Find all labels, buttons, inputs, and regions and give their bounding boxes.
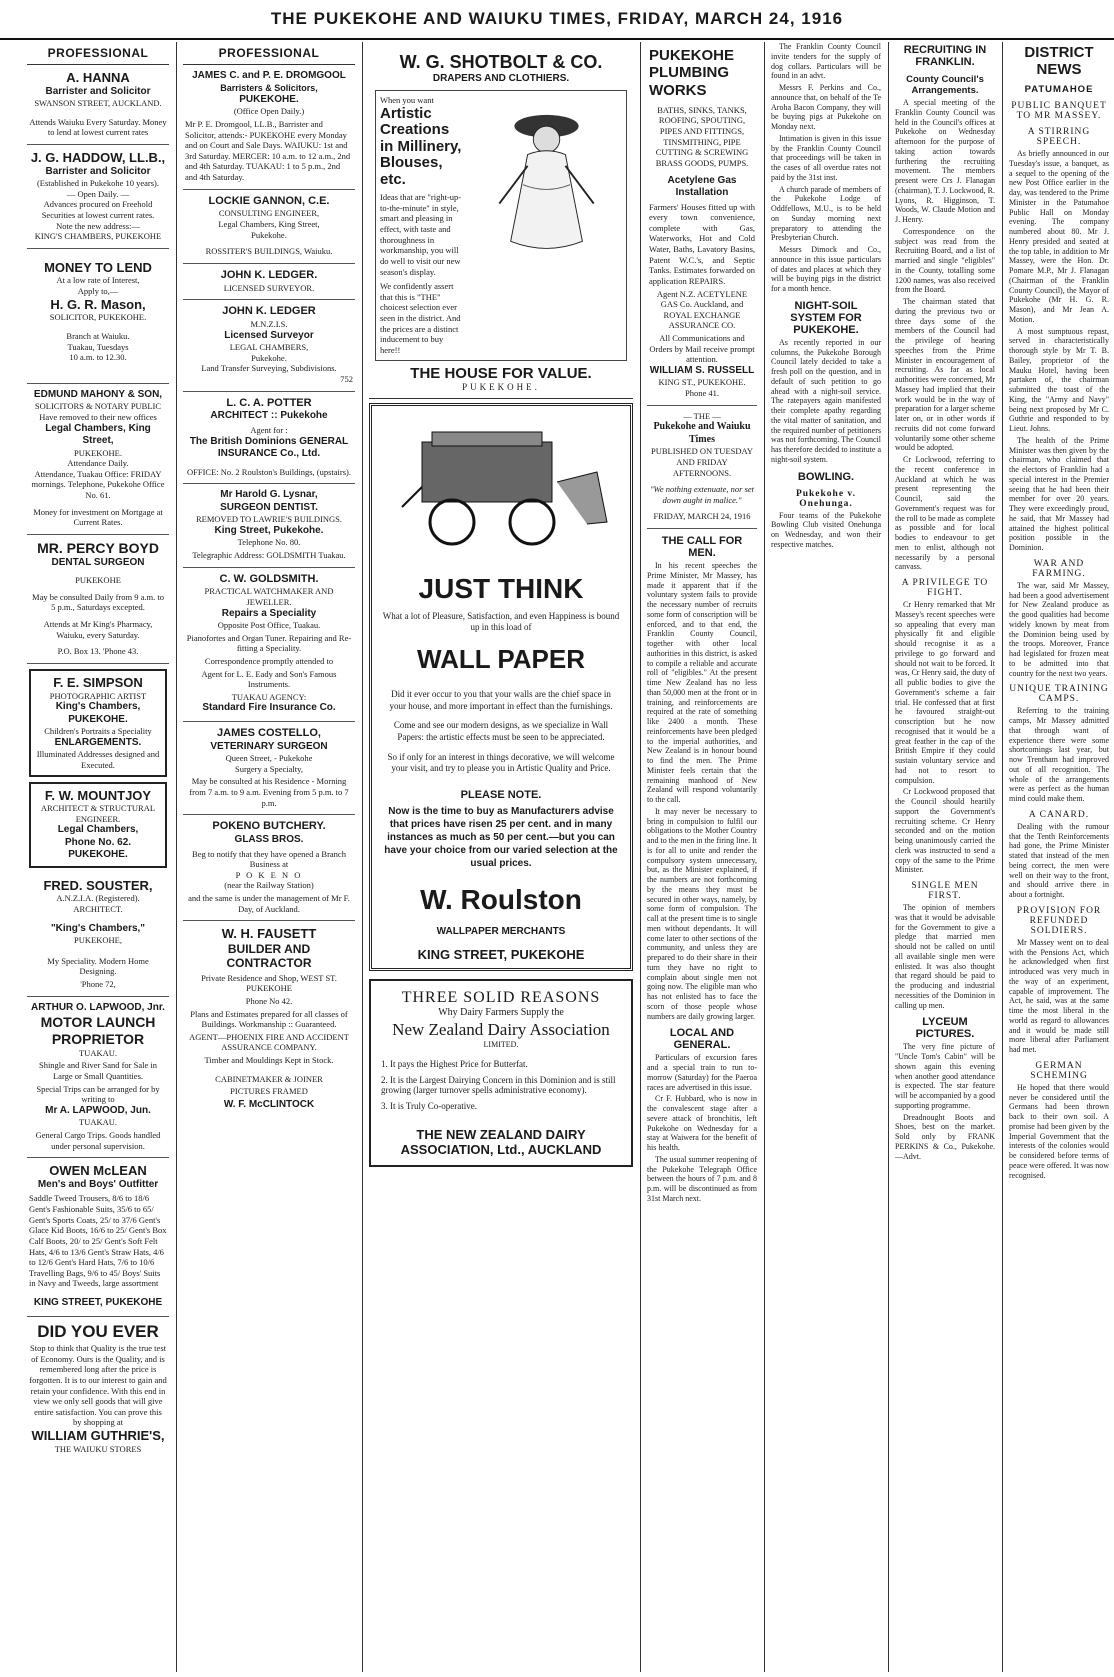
ad-guthrie <box>27 1317 169 1461</box>
ad-text: 752 <box>340 374 353 384</box>
ad-name: F. W. MOUNTJOY <box>44 787 152 803</box>
ad-text: All Communications and Orders by Mail receive prompt attention. <box>649 333 755 365</box>
ad-name: New Zealand Dairy Association <box>392 1020 610 1039</box>
ad-name: J. G. HADDOW, LL.B., <box>30 149 166 165</box>
column-display-ads <box>364 42 638 1672</box>
masthead <box>0 0 1114 40</box>
column-news-1 <box>642 42 762 1672</box>
ad-address: Legal Chambers, <box>57 824 139 836</box>
article-subheadline: UNIQUE TRAINING CAMPS. <box>1009 684 1109 705</box>
newspaper-title: THE PUKEKOHE AND WAIUKU TIMES, FRIDAY, MARCH 24, 1916 <box>270 9 844 28</box>
column-professional-1 <box>22 42 174 1672</box>
ad-name: W. H. FAUSETT <box>221 926 317 942</box>
ad-name: W. Roulston <box>420 884 582 915</box>
ad-text: Mr A. LAPWOOD, Jun. <box>45 1104 151 1116</box>
ad-potter <box>183 392 355 485</box>
article-paragraph: Cr Lockwood, referring to the recent conference in Auckland at which he was present representing the Council, said the Government's request was for the roll to be made as complete as possible and for local bodies to endeavour to get men to enlist, although not necessarily by a personal canvass. <box>895 455 995 572</box>
article-paragraph: The chairman stated that during the previous two or three days some of the members of the Council had the privilege of hearing speeches from the Prime Minister in encouragement of recruiting. As far as local authorities were concerned, Mr Massey had implied that their work would be in the way of preparation for a larger scheme later on, or in other words if recruits did not come forward voluntarily some other scheme would be adopted. <box>895 297 995 453</box>
ad-address: LEGAL CHAMBERS, <box>229 342 309 353</box>
ad-boyd <box>27 535 169 664</box>
article-subheadline: County Council's Arrangements. <box>906 74 984 96</box>
ad-gannon <box>183 190 355 264</box>
ad-text: AGENT—PHOENIX FIRE AND ACCIDENT ASSURANCE COMPANY. <box>189 1031 349 1053</box>
ad-text: Pukekohe. <box>251 229 287 240</box>
article-paragraph: A special meeting of the Franklin County Council was held in the Council's offices at Pukekohe on Wednesday afternoon for the purpose of taking action towards furthering the recruiting movement. The members present were Crs J. Flanagan (chairman), T. J. Lockwood, R. Lyons, R. Higginson, T. Woods, W. Claude Motion and J. Henry. <box>895 98 995 224</box>
ad-text: PICTURES FRAMED <box>230 1086 308 1097</box>
ad-text: REMOVED TO LAWRIE'S BUILDINGS. <box>196 514 342 525</box>
article-paragraph: The opinion of members was that it would be advisable for the Government to give a pledge that married men should not be called on until all available single men were enlisted. It was also thought that regard should be paid to the producing and industrial necessities of the Dominion in calling up men. <box>895 903 995 1010</box>
ad-name: L. C. A. POTTER <box>226 396 312 409</box>
ad-text: Apply to,— <box>77 286 119 297</box>
ad-name: ARTHUR O. LAPWOOD, Jnr. <box>31 1001 165 1013</box>
ad-headline: MONEY TO LEND <box>44 259 152 275</box>
ad-text: Children's Portraits a Speciality <box>44 726 152 737</box>
ad-price-list: Saddle Tweed Trousers, 8/6 to 18/6 Gent's Fashionable Suits, 35/6 to 65/ Gent's Sports Coats, 25/ to 37/6 Gent's Glace Kid Boots, 16/6 to 25/ Gent's Box Calf Boots, 20/ to 25/ Gent's Soft Felt Hats, 4/6 to 13/6 Gent's Straw Hats, 4/6 to 12/6 Gent's Hard Hats, 7/6 to 10/6 Travelling Bags, 9/6 to 45/ Boys' Suits in Navy and Tweeds, large assortment <box>29 1193 167 1289</box>
section-header: PROFESSIONAL <box>183 42 355 65</box>
ad-text: — Open Daily. — <box>66 188 130 199</box>
ad-text: Shingle and River Sand for Sale in Large or Small Quantities. <box>38 1060 158 1082</box>
ad-text: — THE — <box>683 410 721 421</box>
ad-ledger-2 <box>183 300 355 391</box>
ad-name: F. E. SIMPSON <box>53 674 143 690</box>
article-lyceum <box>895 1016 995 1161</box>
ad-role: SOLICITORS & NOTARY PUBLIC <box>34 401 162 412</box>
article-bowling <box>771 471 881 550</box>
article-paragraph: Cr Lockwood proposed that the Council should heartily support the Government's recruiting scheme. Cr Henry seconded and on the motion being unanimously carried the clerk was instructed to send a copy of the same to the Prime Minister. <box>895 787 995 875</box>
article-paragraph: A church parade of members of the Pukekohe Lodge of Oddfellows, M.U., is to be held on Sunday morning next preparatory to attending the Presbyterian Church. <box>771 184 881 243</box>
ad-shotbolt <box>369 46 633 399</box>
article-subheadline: WAR AND FARMING. <box>1032 558 1086 579</box>
ad-name: FRED. SOUSTER, <box>43 877 153 893</box>
ad-mountjoy <box>29 782 167 868</box>
ad-text: Phone 41. <box>685 388 719 398</box>
ad-text: Pukekohe. <box>251 352 287 363</box>
article-paragraph: He hoped that there would never be considered until the Germans had been thrown back to their own soil. A promise had been given by the Imperial Government that the interests of the colonies would be considered before terms of peace were offered. It was now recognised. <box>1009 1082 1109 1180</box>
column-rule <box>362 42 363 1672</box>
article-night-soil <box>771 300 881 465</box>
ad-note: Attends Waiuku Every Saturday. Money to lend at lowest current rates <box>29 116 167 138</box>
ad-role: BUILDER AND CONTRACTOR <box>226 941 312 971</box>
ad-role: PHOTOGRAPHIC ARTIST <box>49 690 147 701</box>
ad-text: Attendance, Tuakau Office: FRIDAY mornings. Telephone, Pukekohe Office No. 61. <box>31 468 165 500</box>
ad-address: THE NEW ZEALAND DAIRY ASSOCIATION, Ltd., AUCKLAND <box>400 1127 602 1157</box>
article-paragraph: Dreadnought Boots and Shoes, best on the market. Sold only by FRANK PERKINS & Co., Pukekohe.—Advt. <box>895 1112 995 1161</box>
article-call-for-men <box>647 535 757 1021</box>
ad-souster <box>27 873 169 997</box>
article-paragraph: As briefly announced in our Tuesday's issue, a banquet, as a sequel to the opening of the new Post Office earlier in the day, was tendered to the Prime Minister in the Patumahoe Public Hall on Monday evening. The company numbered about 80. Mr J. Henry presided and seated at the top table, in addition to Mr Massey, were the Hon. Dr. Pomare M.P., Mr J. Flanagan (Chairman of the Franklin County Council), the Mayor of Pukekohe (Mr H. G. R. Mason), and Mr Jean A. Motion. <box>1009 149 1109 324</box>
ad-name: JAMES COSTELLO, <box>217 726 321 739</box>
ad-text: P O K E N O <box>235 869 303 880</box>
article-privilege <box>895 578 995 875</box>
ad-headline: PLEASE NOTE. <box>460 789 542 801</box>
ad-text: (near the Railway Station) <box>224 880 314 891</box>
ad-text: Why Dairy Farmers Supply the <box>438 1007 564 1018</box>
article-subheadline: A PRIVILEGE TO FIGHT. <box>901 578 989 598</box>
ad-role: PRACTICAL WATCHMAKER AND JEWELLER. <box>204 586 334 607</box>
ad-text: Attendance Daily. <box>67 458 129 469</box>
ad-name: WILLIAM GUTHRIE'S, <box>31 1428 165 1444</box>
ad-text: Farmers' Houses fitted up with every town convenience, complete with Gas, Waterworks, Hot and Cold Water, Baths, Lavatory Basins, Patent W.C.'s, and Septic Tanks. Estimates forwarded on application REPAIRS. <box>649 201 755 286</box>
ad-address: Legal Chambers, King Street, <box>45 422 151 446</box>
article-paragraph: Referring to the training camps, Mr Massey admitted that through want of experience there were some shortcomings last year, but now Trentham had improved out of all recognition. The whole of the arrangements were as perfect as the human mind could make them. <box>1009 706 1109 803</box>
article-headline: LOCAL AND GENERAL. <box>669 1027 735 1052</box>
ad-text: CABINETMAKER & JOINER <box>215 1073 323 1084</box>
ad-text: Attends at Mr King's Pharmacy, Waiuku, every Saturday. <box>43 619 153 640</box>
ad-haddow <box>27 145 169 249</box>
article-subheadline: PUBLIC BANQUET TO MR MASSEY. <box>1011 101 1107 121</box>
section-header: PROFESSIONAL <box>27 42 169 65</box>
section-header: DISTRICT NEWS <box>1024 44 1094 78</box>
ad-text: Note the new address:— <box>56 220 140 231</box>
ad-text: We confidently assert that this is "THE" choicest selection ever seen in the district. And the prices are a distinct inducement to buy here!! <box>380 281 461 355</box>
ad-dromgool <box>183 65 355 190</box>
ad-address: Queen Street, - Pukekohe <box>225 753 313 764</box>
article-subheadline: PROVISION FOR REFUNDED SOLDIERS. <box>1016 905 1102 936</box>
ad-text: Did it ever occur to you that your walls are the chief space in your house, and more important in effect than the furnishings. <box>389 688 613 711</box>
ad-headline: Artistic Creations in Millinery, Blouses, etc. <box>380 104 462 188</box>
ad-role: Men's and Boys' Outfitter <box>37 1178 159 1190</box>
ad-text: PUKEKOHE. <box>74 447 122 458</box>
ad-text: Plans and Estimates prepared for all classes of Buildings. Workmanship :: Guaranteed. <box>190 1008 348 1030</box>
ad-role: Barrister and Solicitor <box>45 165 151 177</box>
column-news-2 <box>766 42 886 1672</box>
ad-text: 3. It is Truly Co-operative. <box>381 1101 477 1111</box>
ad-text: THE WAIUKU STORES <box>54 1443 142 1454</box>
column-professional-2 <box>178 42 360 1672</box>
ad-name: A. HANNA <box>66 70 130 85</box>
ad-role: Barrister and Solicitor <box>45 85 151 97</box>
article-subheadline: PATUMAHOE <box>1024 84 1094 95</box>
ad-text: May be consulted Daily from 9 a.m. to 5 p.m., Saturdays excepted. <box>32 591 164 613</box>
column-rule <box>1002 42 1003 1672</box>
ad-goldsmith <box>183 568 355 722</box>
ad-text: P.O. Box 13. 'Phone 43. <box>57 646 139 657</box>
ad-text: Phone No. 62. PUKEKOHE. <box>64 836 132 861</box>
ad-text: W. F. McCLINTOCK <box>223 1098 315 1110</box>
ad-text: My Speciality. Modern Home Designing. <box>47 955 149 977</box>
ad-role: DENTAL SURGEON <box>51 556 145 568</box>
ad-text: Have removed to their new offices <box>39 411 157 422</box>
article-headline: RECRUITING IN FRANKLIN. <box>903 44 987 68</box>
ad-address: "King's Chambers," <box>50 922 146 934</box>
article-subheadline: A STIRRING SPEECH. <box>1027 127 1091 147</box>
paper-editorial-header <box>647 406 757 529</box>
article-paragraph: The very fine picture of "Uncle Tom's Cabin" will be shown again this evening when another good attendance is expected. The star feature will be accompanied by a good supporting programme. <box>895 1042 995 1110</box>
article-paragraph: Mr Massey went on to deal with the Pensions Act, which he acknowledged when first introduced was very much in the way of an experiment, capable of improvement. The Act, he said, was at the same time the most liberal in the world as regard to allowances and it would be made still more liberal after Parliament had met. <box>1009 937 1109 1054</box>
ad-simpson <box>29 669 167 777</box>
article-subheadline: SINGLE MEN FIRST. <box>911 881 979 901</box>
ad-text: When you want <box>380 95 434 105</box>
ad-text: The British Dominions GENERAL INSURANCE Co., Ltd. <box>189 435 349 459</box>
ad-name: JOHN K. LEDGER. <box>220 268 318 281</box>
ad-name: PUKEKOHE PLUMBING WORKS <box>649 47 735 99</box>
ad-lysnar <box>183 484 355 567</box>
ad-address: KING'S CHAMBERS, PUKEKOHE <box>34 231 162 242</box>
ad-headline: THE HOUSE FOR VALUE. <box>410 364 592 382</box>
article-paragraph: Messrs Dimock and Co., announce in this issue particulars of dates and places at which they will be buying pigs in the district for a month hence. <box>771 245 881 293</box>
ad-text: 2. It is the Largest Dairying Concern in this Dominion and is still growing (larger turnover spells administrative economy). <box>381 1075 616 1095</box>
ad-text: Stop to think that Quality is the true test of Economy. Ours is the Quality, and is remembered long after the price is forgotten. It is to our interest to gain and retain your confidence. With this end in view we only sell goods that will give entire satisfaction. You can prove this by shopping at <box>29 1343 167 1428</box>
ad-headline: MOTOR LAUNCH PROPRIETOR <box>40 1014 156 1047</box>
ad-headline: JUST THINK <box>418 572 584 604</box>
millinery-illustration <box>471 95 622 265</box>
ad-text: Repairs a Speciality <box>221 607 317 619</box>
ad-address: King's Chambers, <box>55 701 141 713</box>
ad-text: Land Transfer Surveying, Subdivisions. <box>201 363 337 374</box>
ad-text: PUKEKOHE. <box>68 713 128 725</box>
article-paragraph: In his recent speeches the Prime Minister, Mr Massey, has made it apparent that if the voluntary system fails to provide the necessary number of recruits some form of conscription will be enforced, and to that end, the Franklin County Council, together with other local authorities in this district, is asked to compile a reliable and accurate roll of "eligibles." At the present time New Zealand has no less than 50,000 men at the front or in training, and reinforcements are required at the rate of something like 2400 a month. These reinforcements have been pledged to the imperial authorities, and New Zealand is in honour bound to find the men. The Prime Minister feels certain that the remaining manhood of New Zealand will respond voluntarily to the call. <box>647 561 757 804</box>
ad-costello <box>183 722 355 815</box>
article-paragraph: Four teams of the Pukekohe Bowling Club visited Onehunga on Wednesday, and won their respective matches. <box>771 510 881 549</box>
article-single-men <box>895 881 995 1010</box>
ad-text: Standard Fire Insurance Co. <box>202 702 336 714</box>
ad-text: General Cargo Trips. Goods handled under personal supervision. <box>35 1130 161 1151</box>
ad-name: LOCKIE GANNON, C.E. <box>208 194 330 207</box>
ad-fausett <box>183 921 355 1117</box>
ad-text: PUBLISHED ON TUESDAY AND FRIDAY AFTERNOONS. <box>650 446 753 478</box>
ad-role: ARCHITECT :: Pukekohe <box>210 410 328 422</box>
ad-name: JOHN K. LEDGER <box>222 305 316 318</box>
column-rule <box>640 42 641 1672</box>
article-headline: LYCEUM PICTURES. <box>915 1016 975 1041</box>
article-paragraph: It may never be necessary to bring in compulsion to fulfil our obligations to the Mother Country and to the men in the firing line. It is for all to unite and render the compulsory system unnecessary, but, as the Minister explained, if the numbers are not forthcoming by the means they must be secured in other ways, namely, by some form of compulsion. The call at the present time is to single men without dependants. It will come later to other sections of the community, and unless they are prepared to do their share in their turn they have no right to complain about single men not going now. The eligible man who has not enlisted has to face the scorn of those people whose numbers are daily growing larger. <box>647 806 757 1021</box>
ad-text: What a lot of Pleasure, Satisfaction, and even Happiness is bound up in this load of <box>382 610 620 633</box>
ad-text: Come and see our modern designs, as we specialize in Wall Papers: the artistic effects must be seen to be appreciated. <box>393 720 609 742</box>
ad-text: Surgery a Specialty, <box>235 763 303 774</box>
ad-text: Now is the time to buy as Manufacturers advise that prices have risen 25 per cent. and in many instances as much as 50 per cent.—but you can have your choice from our varied selection at the usual prices. <box>384 806 618 869</box>
column-rule <box>764 42 765 1672</box>
article-paragraph: The health of the Prime Minister was then given by the chairman, who claimed that the electors of Franklin had a special interest in the Premier seeing that he had been their member for over 20 years. They were exceedingly proud, he said, that Mr Massey had attained the highest political position possible in the Dominion. <box>1009 435 1109 552</box>
ad-role: DRAPERS AND CLOTHIERS. <box>432 73 570 84</box>
ad-headline: THREE SOLID REASONS <box>401 989 601 1006</box>
article-paragraph: Dealing with the rumour that the Tenth Reinforcements had gone, the Prime Minister stated that instead of the men being correct, the men were well on their way to the front, and should arrive there in about a fortnight. <box>1009 821 1109 899</box>
ad-text: PUKEKOHE. <box>239 93 299 105</box>
article-paragraph: Correspondence on the subject was read from the Recruiting Board, and a list of married and single "eligibles" in the County, totalling some 1200 names, was also received from the Board. <box>895 226 995 295</box>
paper-motto: "We nothing extenuate, nor set down aught in malice." <box>649 484 755 505</box>
ad-text: Timber and Mouldings Kept in Stock. <box>204 1055 334 1065</box>
paper-name: Pukekohe and Waiuku Times <box>653 421 751 445</box>
ad-address: SWANSON STREET, AUCKLAND. <box>34 98 162 109</box>
article-paragraph: The Franklin County Council invite tenders for the supply of dog collars. Particulars will be found in an advt. <box>771 42 881 81</box>
ad-name: W. G. SHOTBOLT & CO. <box>399 52 603 72</box>
ad-name: JAMES C. and P. E. DROMGOOL <box>192 70 346 81</box>
ad-headline: DID YOU EVER <box>37 1321 159 1341</box>
ad-text: Pianofortes and Organ Tuner. Repairing and Re-fitting a Speciality. <box>186 632 352 654</box>
ad-text: (Established in Pukekohe 10 years). <box>36 178 160 189</box>
ad-text: M.N.Z.I.S. <box>250 319 288 329</box>
column-rule <box>888 42 889 1672</box>
ad-hanna <box>27 65 169 145</box>
article-subheadline: GERMAN SCHEMING <box>1030 1060 1088 1081</box>
ad-mclean <box>27 1158 169 1316</box>
article-subheadline: Pukekohe v. Onehunga. <box>795 488 857 509</box>
ad-headline: Acetylene Gas Installation <box>667 174 737 198</box>
ad-name: OWEN McLEAN <box>49 1163 147 1179</box>
column-news-3 <box>890 42 1000 1672</box>
ad-role: CONSULTING ENGINEER, <box>218 208 320 219</box>
ad-text: Agent N.Z. ACETYLENE GAS Co. Auckland, and ROYAL EXCHANGE ASSURANCE CO. <box>656 288 748 331</box>
ad-mason <box>27 249 169 384</box>
ad-role: SOLICITOR, PUKEKOHE. <box>49 312 147 323</box>
ad-text: PUKEKOHE. <box>462 381 540 392</box>
article-paragraph: The usual summer reopening of the Pukekohe Telegraph Office between the hours of 7 p.m. and 8 p.m. will be discontinued as from 31st March next. <box>647 1154 757 1203</box>
article-paragraph: Intimation is given in this issue by the Franklin County Council that proceedings will be taken in the cases of all overdue rates not paid by the 31st inst. <box>771 133 881 182</box>
ad-text: TUAKAU. <box>78 1117 117 1128</box>
ad-headline: WALL PAPER <box>416 643 586 674</box>
ad-text: TUAKAU. <box>78 1047 117 1058</box>
paper-date: FRIDAY, MARCH 24, 1916 <box>653 511 751 522</box>
ad-role: VETERINARY SURGEON <box>210 740 328 752</box>
article-subheadline: A CANARD. <box>1028 809 1090 820</box>
ad-text: ENLARGEMENTS. <box>54 736 142 748</box>
ad-text: Agent for : <box>250 424 288 435</box>
ad-address: Legal Chambers, King Street, <box>218 219 320 229</box>
ad-text: 'Phone 72, <box>80 979 116 990</box>
ad-text: Branch at Waiuku. <box>66 330 130 341</box>
article-paragraph: Cr Henry remarked that Mr Massey's recent speeches were so appealing that every man physically fit and eligible should recognise it as a privilege to go forward and should not wait to be forced. It was, Cr Henry said, the duty of all public bodies to give the Government's scheme a fair trial. He confessed that at first he favoured straight-out conscription but he now recognised that it would be a great feather in the cap of the British Empire if they could sustain voluntary service and had not to resort to compulsion. <box>895 600 995 785</box>
article-paragraph: As recently reported in our columns, the Pukekohe Borough Council lately decided to take a fresh poll on the question, and in default of such petition to go ahead with a night-soil service. The ratepayers again manifested their complete apathy regarding the vital matter of sanitation, and the required number of petitioners was not forthcoming. The Council has therefore decided to institute a night-soil system. <box>771 337 881 464</box>
ad-role: GLASS BROS. <box>234 834 304 845</box>
article-headline: NIGHT-SOIL SYSTEM FOR PUKEKOHE. <box>790 299 862 336</box>
ad-roulston <box>369 403 633 972</box>
ad-address: Opposite Post Office, Tuakau. <box>217 620 321 630</box>
ad-name: MR. PERCY BOYD <box>37 539 159 556</box>
ad-text: Advances procured on Freehold Securities at lowest current rates. <box>41 199 155 220</box>
article-headline: THE CALL FOR MEN. <box>661 535 743 559</box>
ad-name: WILLIAM S. RUSSELL <box>649 364 755 376</box>
article-local-general <box>647 1027 757 1203</box>
ad-text: LIMITED. <box>483 1040 519 1049</box>
ad-dairy-association <box>369 979 633 1167</box>
ad-text: and the same is under the management of Mr F. Day, of Auckland. <box>188 893 350 914</box>
ad-text: BATHS, SINKS, TANKS, ROOFING, SPOUTING, PIPES AND FITTINGS, TINSMITHING, PIPE CUTTING & SCREWING BRASS GOODS, PUMPS. <box>655 104 749 168</box>
ad-text: At a low rate of Interest, <box>56 275 140 286</box>
ad-address: KING STREET, PUKEKOHE <box>33 1297 163 1309</box>
ad-text: A.N.Z.I.A. (Registered). <box>56 893 140 904</box>
ad-address: King Street, Pukekohe. <box>214 524 324 536</box>
ad-role: LICENSED SURVEYOR. <box>223 282 315 293</box>
ad-lapwood <box>27 997 169 1159</box>
ad-address: KING ST., PUKEKOHE. <box>658 377 746 388</box>
ad-text: Beg to notify that they have opened a Branch Business at <box>192 848 346 870</box>
article-recruiting <box>895 44 995 572</box>
ad-text: Mr P. E. Dromgool, LL.B., Barrister and Solicitor, attends:- PUKEKOHE every Monday and on Court and Sale Days. WAIUKU: 1st and 3rd Saturday. MERCER: 10 a.m. to 12 a.m., 2nd and 4th Saturday. TUAKAU: 1 to 5 p.m., 2nd and 4th Saturday. <box>185 118 351 182</box>
ad-text: 10 a.m. to 12.30. <box>69 352 127 363</box>
ad-text: Illuminated Addresses designed and Executed. <box>36 749 160 770</box>
ad-pokeno-butchery <box>183 815 355 921</box>
ad-role: Licensed Surveyor <box>224 329 314 341</box>
ad-role: ARCHITECT. <box>73 904 123 915</box>
ad-name: H. G. R. Mason, <box>50 296 146 312</box>
ad-role: Barristers & Solicitors, <box>220 82 318 93</box>
ad-text: ROSSITER'S BUILDINGS, Waiuku. <box>205 246 333 257</box>
ad-name: Mr Harold G. Lysnar, <box>220 489 318 501</box>
article-district-news <box>1009 44 1109 1180</box>
ad-text: (Office Open Daily.) <box>233 106 305 117</box>
ad-name: C. W. GOLDSMITH. <box>219 572 319 585</box>
ad-text: So if only for an interest in things decorative, we will welcome your visit, and try to please you in Artistic Quality and Price. <box>387 751 615 774</box>
ad-name: EDMUND MAHONY & SON, <box>33 388 163 400</box>
article-paragraph: Messrs F. Perkins and Co., announce that, on behalf of the Te Aroha Bacon Company, they will be buying pigs at Pukekohe on Monday next. <box>771 83 881 131</box>
column-district-news <box>1004 42 1114 1672</box>
cart-illustration <box>382 412 622 562</box>
ad-mahony <box>27 384 169 535</box>
column-rule <box>176 42 177 1672</box>
ad-text: PUKEKOHE, <box>74 935 122 946</box>
ad-ledger-1 <box>183 264 355 300</box>
ad-text: Ideas that are "right-up-to-the-minute" in style, smart and pleasing in effect, with taste and thoroughness in workmanship, you will do well to visit our new season's display. <box>380 192 462 277</box>
article-paragraph: The war, said Mr Massey, had been a good advertisement for New Zealand produce as the good qualities had become widely known by meat from the Dominion being used by the troops. Moreover, France had legislated for frozen meat to be admitted into that country for the next two years. <box>1009 580 1109 678</box>
article-paragraph: A most sumptuous repast, served in characteristically thorough style by Mr T. B. Bailey, proprietor of the Mauku Hotel, having been partaken of, the chairman submitted the toast of the King, the "Army and Navy" being next proposed by Mr C. Guthrie and responded to by Lieut. Johns. <box>1009 326 1109 433</box>
ad-text: Telegraphic Address: GOLDSMITH Tuakau. <box>192 549 346 560</box>
ad-text: Money for investment on Mortgage at Current Rates. <box>33 506 163 528</box>
ad-text: PUKEKOHE <box>75 575 121 586</box>
article-headline: BOWLING. <box>797 470 855 483</box>
article-paragraph: Cr F. Hubbard, who is now in the convalescent stage after a severe attack of bronchitis, left Pukekohe on Wednesday for a stay at Waiwera for the benefit of his health. <box>647 1094 757 1152</box>
ad-text: Tuakau, Tuesdays <box>67 341 129 352</box>
ad-text: Agent for L. E. Eady and Son's Famous Instruments. <box>201 668 337 690</box>
ad-address: Private Residence and Shop, WEST ST. PUKEKOHE <box>201 972 337 994</box>
ad-address: KING STREET, PUKEKOHE <box>417 947 585 962</box>
ad-text: TUAKAU AGENCY: <box>231 691 307 702</box>
ad-text: Telephone No. 80. <box>237 537 301 548</box>
article-paragraph: Particulars of excursion fares and a special train to run to-morrow (Saturday) for the Paeroa races are advertised in this issue. <box>647 1053 757 1092</box>
ad-plumbing <box>647 42 757 406</box>
ad-text: Phone No 42. <box>245 995 293 1006</box>
ad-text: Special Trips can be arranged for by writing to <box>36 1083 160 1105</box>
ad-text: May be consulted at his Residence - Morning from 7 a.m. to 9 a.m. Evening from 5 p.m. to 7 p.m. <box>189 776 349 808</box>
ad-role: SURGEON DENTIST. <box>220 501 318 513</box>
ad-text: 1. It pays the Highest Price for Butterfat. <box>381 1059 528 1069</box>
ad-text: Correspondence promptly attended to <box>204 655 334 666</box>
article-local-notes <box>771 42 881 294</box>
ad-role: WALLPAPER MERCHANTS <box>436 926 566 937</box>
ad-text: OFFICE: No. 2 Roulston's Buildings, (upstairs). <box>187 466 351 477</box>
ad-name: POKENO BUTCHERY. <box>212 820 326 833</box>
ad-role: ARCHITECT & STRUCTURAL ENGINEER. <box>40 803 156 824</box>
